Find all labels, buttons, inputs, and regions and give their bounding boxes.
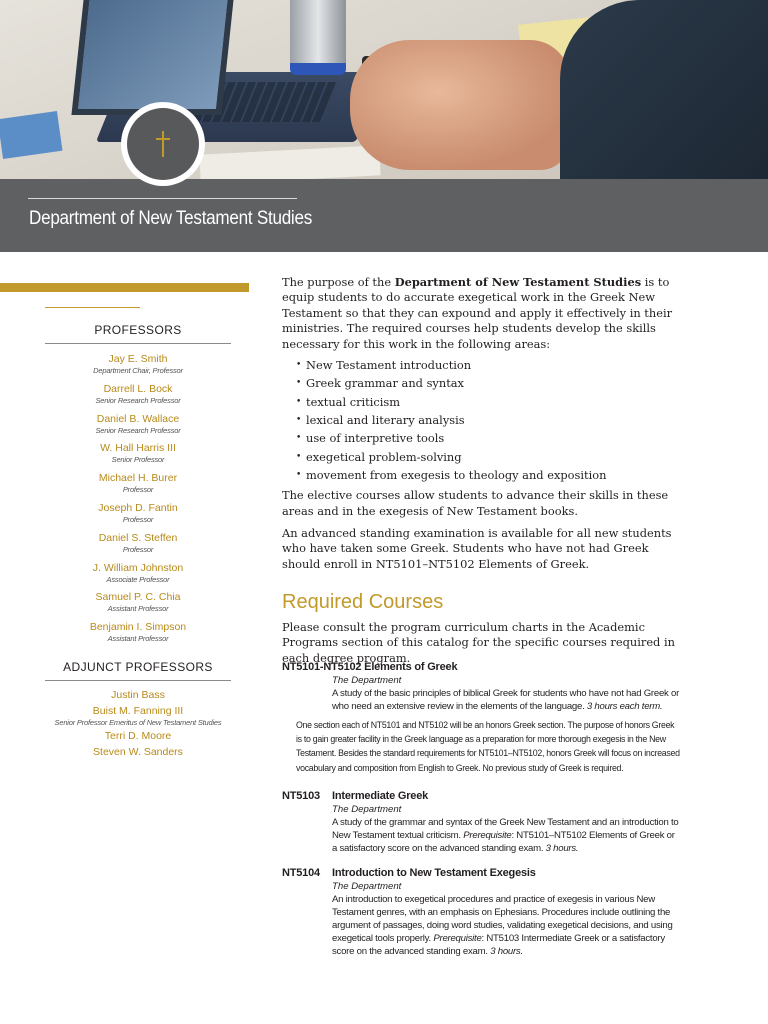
tumbler-cup xyxy=(290,0,346,75)
department-banner xyxy=(0,179,768,252)
areas-list xyxy=(296,356,682,484)
spacer xyxy=(282,519,682,526)
prerequisite-label: Prerequisite xyxy=(463,830,512,841)
student-arm xyxy=(350,40,570,170)
list-item xyxy=(45,501,231,531)
professor-role: Associate Professor xyxy=(106,574,170,584)
adjunct-role: Senior Professor Emeritus of New Testament Studies xyxy=(54,718,222,727)
list-item: • New Testament introduction xyxy=(296,356,682,374)
required-courses-heading: Required Courses xyxy=(282,591,444,613)
list-item xyxy=(45,531,231,561)
list-item: • exegetical problem-solving xyxy=(296,448,682,466)
list-item xyxy=(45,688,231,702)
professor-role: Professor xyxy=(122,485,154,495)
adjunct-list xyxy=(45,688,231,759)
list-item: • use of interpretive tools xyxy=(296,429,682,447)
list-item: • lexical and literary analysis xyxy=(296,411,682,429)
professor-name: Joseph D. Fantin xyxy=(98,501,178,514)
list-item xyxy=(45,382,231,412)
course-nt5101 xyxy=(282,661,682,775)
professor-role: Senior Research Professor xyxy=(95,425,181,435)
list-item xyxy=(45,729,231,743)
course-description-text: A study of the basic principles of biblical Greek for students who have not had Greek or who need an extensive review in the elements of the language. xyxy=(332,688,680,712)
list-item xyxy=(45,620,231,650)
course-nt5103 xyxy=(282,790,682,855)
prerequisite-text: : NT5101–NT5102 Elements of Greek or a satisfactory score on the advanced standing exam. xyxy=(332,830,675,854)
course-title: Intermediate Greek xyxy=(332,790,429,802)
intro-text-end: is to equip students to do accurate exegetical work in the Greek New Testament so that they can expound and apply it effectively in their ministries. The required courses help students develop the skills necessary for this work in the following areas: xyxy=(282,275,673,351)
header-photo xyxy=(0,0,768,180)
cross-medallion xyxy=(121,102,205,186)
list-item xyxy=(45,561,231,591)
list-item: • Greek grammar and syntax xyxy=(296,374,682,392)
course-department: The Department xyxy=(332,804,402,815)
course-hours: 3 hours. xyxy=(545,843,579,854)
professor-role: Professor xyxy=(122,544,154,554)
laptop-screen xyxy=(71,0,234,115)
department-name: Department of New Testament Studies xyxy=(394,275,642,289)
adjunct-name: Steven W. Sanders xyxy=(93,746,183,758)
professor-name: W. Hall Harris III xyxy=(100,442,176,455)
course-department: The Department xyxy=(332,675,402,686)
professor-role: Department Chair, Professor xyxy=(93,366,183,375)
list-item: • textual criticism xyxy=(296,393,682,411)
professor-name: Benjamin I. Simpson xyxy=(89,621,187,634)
course-heading xyxy=(282,661,682,673)
course-code: NT5104 xyxy=(282,867,320,879)
professor-list xyxy=(45,352,231,650)
professor-role: Senior Professor xyxy=(111,455,165,465)
professor-role: Assistant Professor xyxy=(107,604,169,614)
prerequisite-text: : NT5103 Intermediate Greek or a satisfactory score on the advanced standing exam. xyxy=(332,933,665,957)
gold-accent-rule xyxy=(45,307,140,308)
course-description xyxy=(332,893,682,958)
course-code: NT5103 xyxy=(282,790,320,802)
elective-paragraph: The elective courses allow students to advance their skills in these areas and in the exegesis of New Testament books. xyxy=(282,488,669,518)
professor-role: Senior Research Professor xyxy=(95,395,181,405)
course-description xyxy=(332,816,682,855)
list-item xyxy=(45,745,231,759)
adjunct-divider xyxy=(45,680,231,681)
course-hours: 3 hours. xyxy=(490,946,523,957)
list-item xyxy=(45,590,231,620)
course-code: NT5101-NT5102 Elements of Greek xyxy=(282,661,458,673)
course-heading xyxy=(282,867,682,879)
standing-exam-paragraph: An advanced standing examination is available for all new students who have taken some Greek. Students who have not had Greek should enroll in NT5101–NT5102 Elements of Greek. xyxy=(282,525,672,571)
list-item xyxy=(45,441,231,471)
gold-accent-bar xyxy=(0,283,249,292)
course-title: Introduction to New Testament Exegesis xyxy=(332,867,536,879)
intro-text-start: The purpose of the xyxy=(282,275,395,289)
course-note: One section each of NT5101 and NT5102 will be an honors Greek section. The purpose of honors Greek is to gain greater facility in the Greek language as a preparation for more thorough exegesis in the New Testament. Besides the standard requirements for NT5101–NT5102, honors Greek will focus on increased vocabulary and composition from English to Greek. No previous study of Greek is required. xyxy=(296,720,680,773)
professor-name: J. William Johnston xyxy=(92,561,184,574)
course-hours: 3 hours each term. xyxy=(586,701,663,712)
list-item xyxy=(45,412,231,442)
professor-name: Darrell L. Bock xyxy=(103,382,173,395)
professor-name: Jay E. Smith xyxy=(108,353,168,365)
intro-text xyxy=(282,275,682,572)
cross-icon xyxy=(153,129,173,159)
page-title: Department of New Testament Studies xyxy=(29,208,312,229)
required-courses-intro: Please consult the program curriculum charts in the Academic Programs section of this catalog for the specific courses required in each degree program. xyxy=(282,620,675,665)
intro-paragraph xyxy=(282,275,682,352)
professor-name: Michael H. Burer xyxy=(98,472,178,485)
student-shirt xyxy=(560,0,768,180)
professor-role: Professor xyxy=(122,514,154,524)
course-heading xyxy=(282,790,682,802)
adjunct-name: Justin Bass xyxy=(111,689,165,701)
course-department: The Department xyxy=(332,881,402,892)
list-item: • movement from exegesis to theology and exposition xyxy=(296,466,682,484)
professors-divider xyxy=(45,343,231,344)
course-nt5104 xyxy=(282,867,682,958)
list-item xyxy=(45,704,231,727)
professor-name: Daniel S. Steffen xyxy=(98,531,178,544)
adjunct-name: Terri D. Moore xyxy=(104,730,172,742)
course-description xyxy=(332,687,682,713)
banner-rule xyxy=(28,198,297,199)
professor-name: Daniel B. Wallace xyxy=(96,412,180,425)
course-description-text: An introduction to exegetical procedures and practice of exegesis in various New Testament genres, with an emphasis on Ephesians. Procedures include outlining the argument of passages, doing word studies, validating exegetical decisions, and using exegetical tools properly. xyxy=(332,894,673,944)
professor-name: Samuel P. C. Chia xyxy=(95,591,181,604)
list-item xyxy=(45,471,231,501)
adjunct-name: Buist M. Fanning III xyxy=(92,705,184,717)
professor-role: Assistant Professor xyxy=(107,634,169,644)
professors-section xyxy=(45,323,231,344)
professors-heading: PROFESSORS xyxy=(94,323,182,337)
medallion-inner xyxy=(127,108,199,180)
adjunct-section xyxy=(45,660,231,681)
course-description-text: A study of the grammar and syntax of the Greek New Testament and an introduction to New Testament textual criticism. xyxy=(332,817,679,841)
prerequisite-label: Prerequisite xyxy=(433,933,482,944)
list-item xyxy=(45,352,231,382)
adjunct-heading: ADJUNCT PROFESSORS xyxy=(63,660,213,674)
folder-shape xyxy=(0,111,62,159)
